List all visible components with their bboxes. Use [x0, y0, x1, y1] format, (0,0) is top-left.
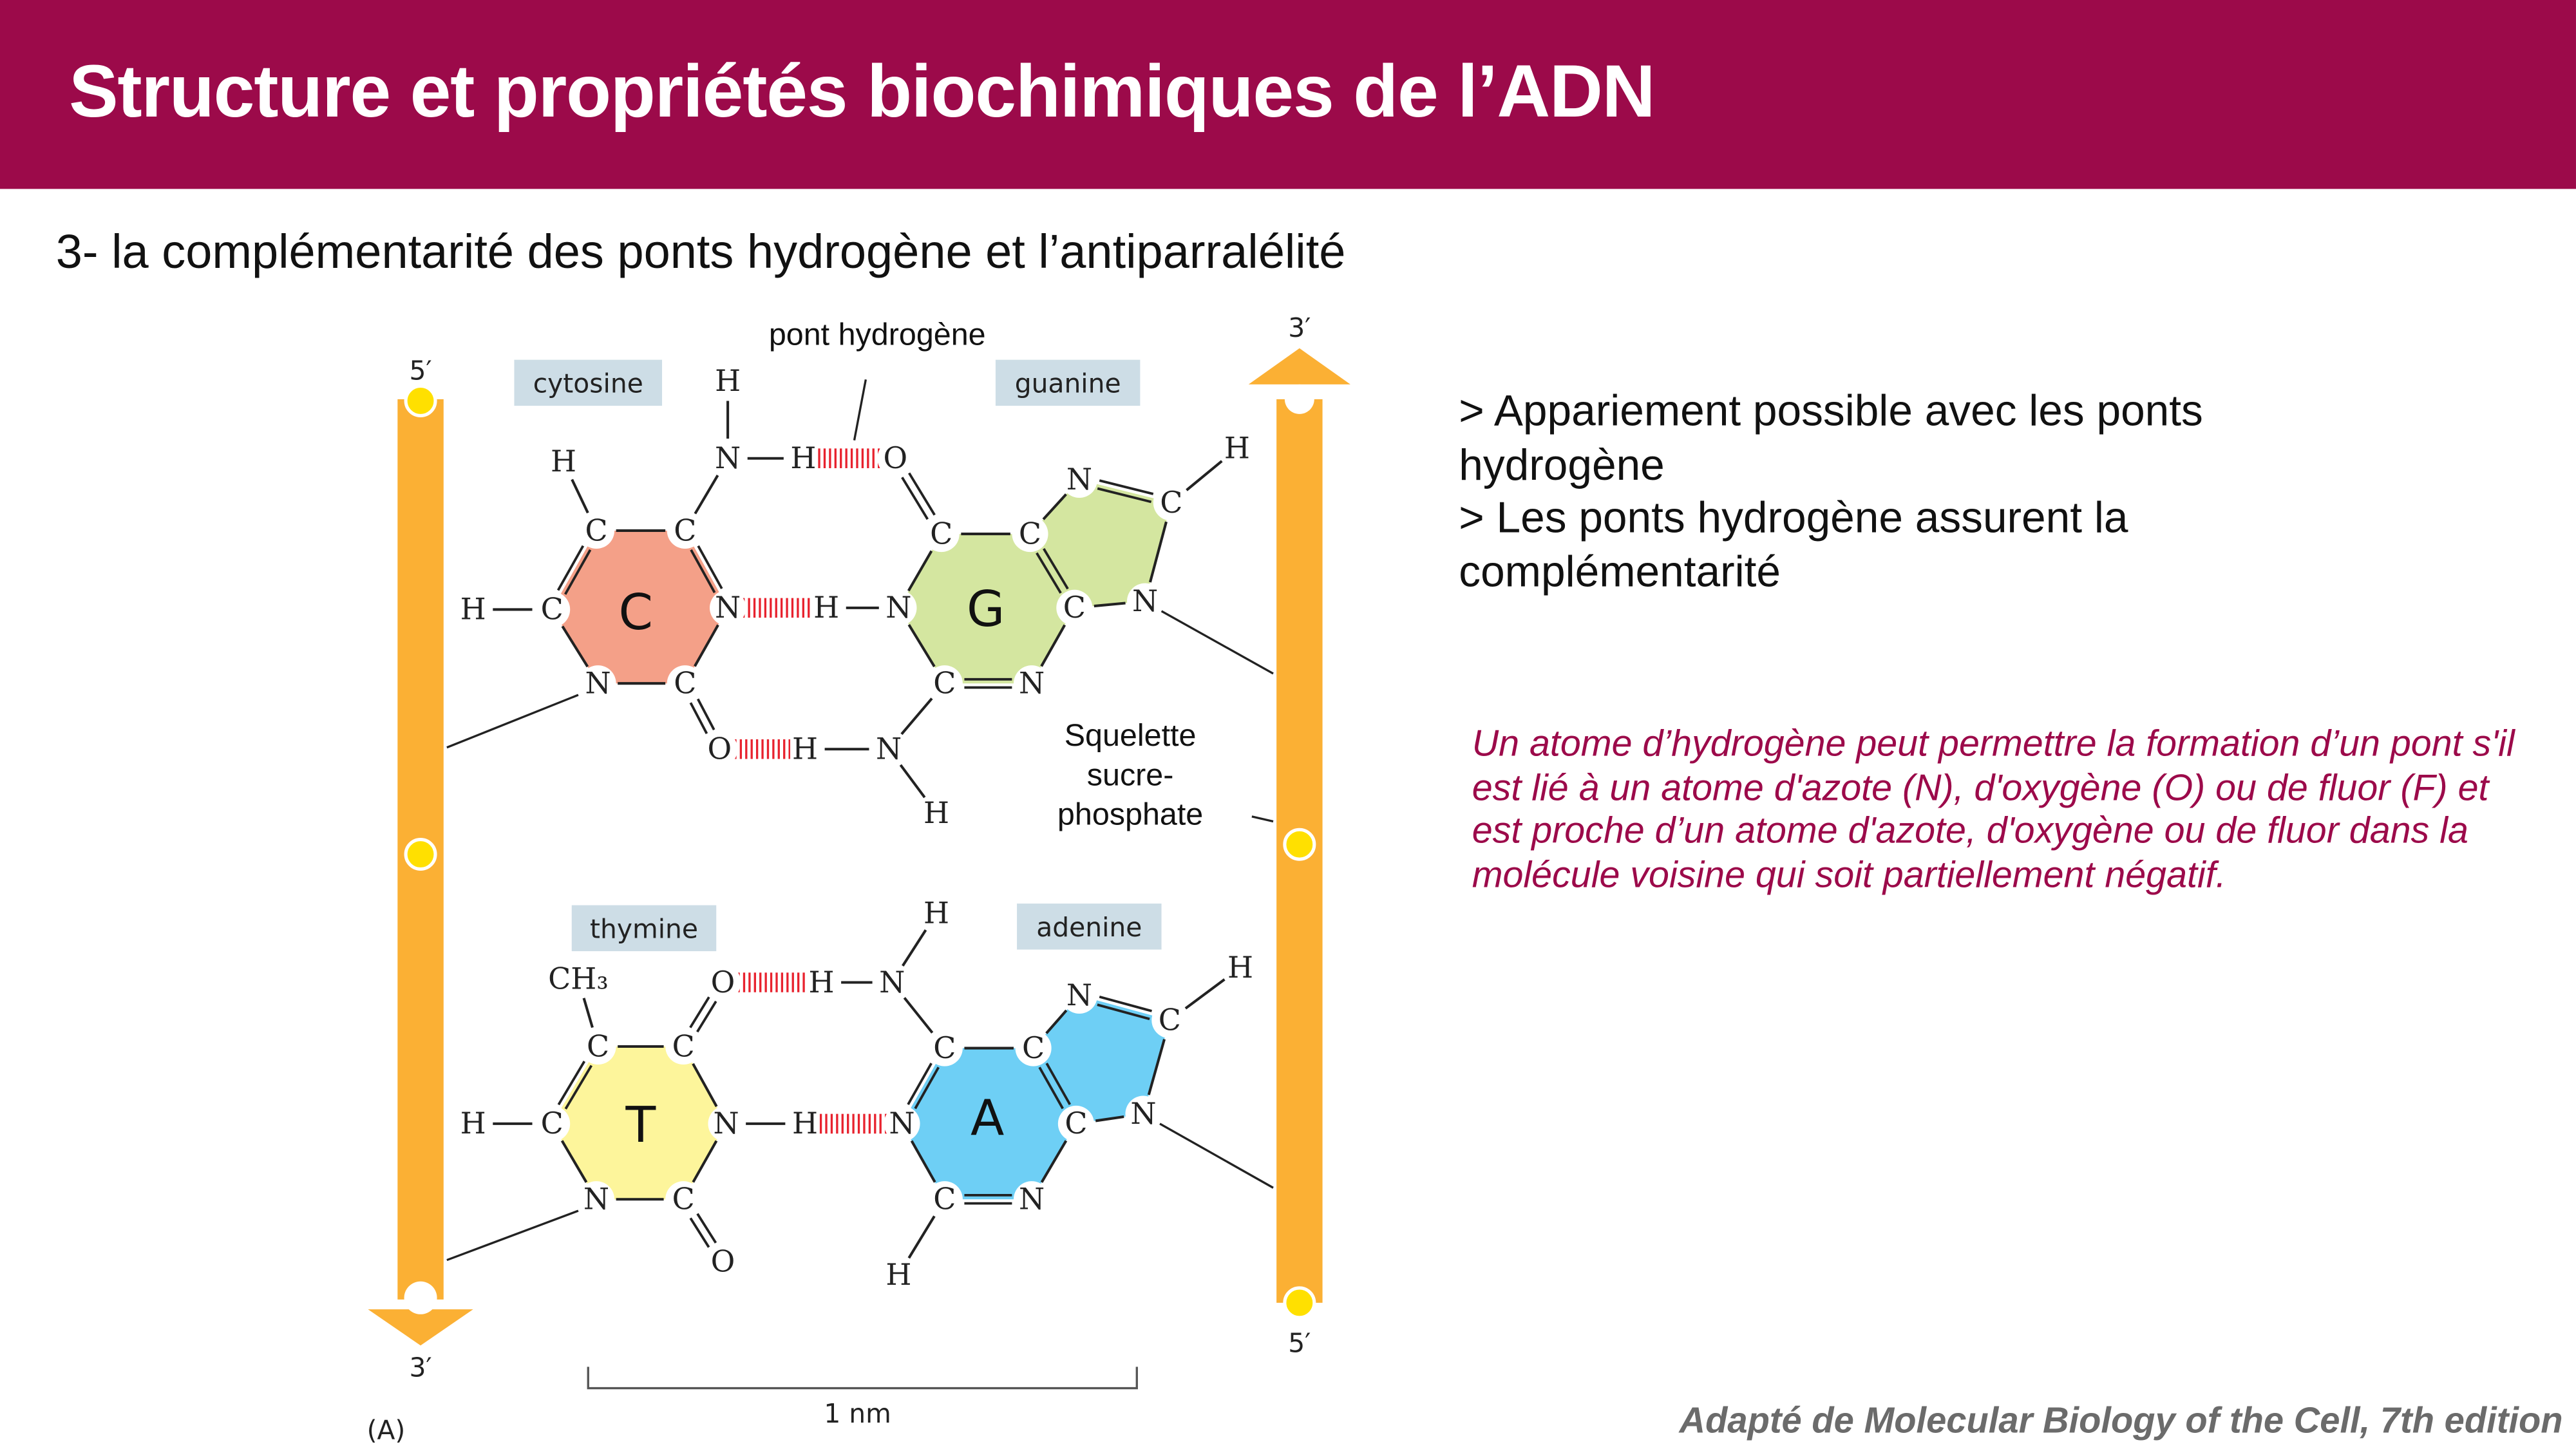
atom-c: C: [540, 1106, 564, 1141]
cytosine-letter: C: [618, 584, 653, 642]
covalent-bond: [903, 930, 926, 966]
section-subtitle: 3- la complémentarité des ponts hydrogène et l’antiparralélité: [55, 227, 1346, 279]
atom-h: H: [808, 964, 835, 999]
atom-o: O: [883, 440, 908, 476]
atom-n: N: [879, 964, 905, 999]
glycosidic-bond: [1162, 611, 1273, 674]
phosphate-dot: [406, 840, 435, 869]
atom-h: H: [460, 1106, 486, 1141]
atom-c: C: [1018, 516, 1042, 551]
atom-h: H: [791, 1106, 819, 1141]
left-arrow-down: [368, 1309, 473, 1345]
backbone-annotation-line3: phosphate: [1057, 797, 1204, 832]
covalent-bond: [695, 475, 717, 514]
atom-n: N: [876, 731, 902, 766]
key-point: > Appariement possible avec les ponts hydrogène: [1459, 386, 2203, 489]
right-arrow-up: [1249, 348, 1350, 384]
atom-n: N: [889, 1106, 915, 1141]
hbond-pointer-line: [855, 379, 866, 440]
adenine-label: adenine: [1036, 912, 1142, 943]
double-bond: [690, 1218, 709, 1247]
right-5prime-label: 5′: [1288, 1327, 1311, 1359]
backbone-pointer-line: [1252, 817, 1273, 822]
covalent-bond: [572, 479, 588, 513]
covalent-bond: [1186, 980, 1225, 1009]
atom-h: H: [1227, 949, 1254, 985]
atom-c: C: [585, 513, 608, 548]
atom-o: O: [710, 1244, 735, 1279]
atom-o: O: [707, 731, 732, 766]
atom-c: C: [672, 1028, 695, 1064]
source-credit: Adapté de Molecular Biology of the Cell, 7th edition: [1679, 1399, 2563, 1441]
atom-h: H: [813, 590, 840, 625]
covalent-bond: [584, 998, 592, 1028]
left-5prime-label: 5′: [409, 355, 432, 386]
backbone-annotation-line1: Squelette: [1064, 718, 1197, 753]
phosphate-dot: [1285, 829, 1314, 859]
atom-n: N: [713, 1106, 739, 1141]
atom-h: H: [886, 1256, 912, 1292]
atom-c: C: [933, 1181, 956, 1217]
atom-h: H: [550, 444, 577, 479]
atom-c: C: [674, 665, 697, 701]
double-bond: [690, 997, 709, 1027]
atom-h: H: [790, 440, 817, 476]
double-bond: [697, 1001, 716, 1032]
atom-h: H: [791, 731, 819, 766]
glycosidic-bond: [1160, 1124, 1273, 1188]
glycosidic-bond: [447, 1211, 578, 1260]
glycosidic-bond: [447, 695, 578, 748]
thymine-label: thymine: [589, 913, 699, 945]
atom-n: N: [1066, 978, 1093, 1013]
atom-n: N: [1018, 1181, 1045, 1217]
atom-h: H: [923, 795, 950, 831]
atom-c: C: [930, 516, 953, 551]
atom-c: C: [674, 513, 697, 548]
guanine-letter: G: [966, 580, 1005, 638]
atom-c: C: [933, 665, 956, 701]
atom-c: C: [587, 1028, 610, 1064]
atom-ch3: CH₃: [548, 961, 609, 996]
atom-n: N: [585, 665, 611, 701]
atom-n: N: [1132, 583, 1159, 618]
atom-n: N: [1066, 462, 1093, 497]
atom-n: N: [1018, 665, 1045, 701]
hydrogen-bond-note: Un atome d’hydrogène peut permettre la formation d’un pont s'il est lié à un atome d'azote (N), d'oxygène (O) ou de fluor (F) et est proche d’un atome d'azote, d'oxygène ou de fluor dans la molécule voisine qui soit partiellement négatif.: [1472, 723, 2515, 895]
panel-label: (A): [366, 1414, 406, 1446]
atom-h: H: [1224, 430, 1250, 466]
atom-n: N: [1130, 1095, 1157, 1131]
atom-h: H: [923, 895, 950, 931]
atom-c: C: [1160, 484, 1183, 520]
double-bond: [690, 703, 706, 734]
key-points: [1459, 384, 2313, 598]
atom-h: H: [715, 363, 741, 399]
thymine-letter: T: [625, 1096, 656, 1154]
atom-h: H: [460, 591, 486, 627]
double-bond: [697, 1214, 716, 1243]
adenine-letter: A: [970, 1090, 1005, 1148]
covalent-bond: [902, 699, 932, 734]
left-bottom-notch: [404, 1282, 437, 1314]
scale-bar: [588, 1367, 1137, 1388]
right-3prime-label: 3′: [1288, 312, 1311, 343]
double-bond: [698, 699, 714, 730]
covalent-bond: [1186, 461, 1222, 490]
atom-n: N: [583, 1181, 610, 1217]
atom-c: C: [1158, 1002, 1181, 1037]
scale-label: 1 nm: [824, 1398, 891, 1430]
hbond-annotation: pont hydrogène: [768, 317, 986, 352]
phosphate-dot: [406, 386, 435, 415]
guanine-label: guanine: [1014, 368, 1121, 399]
backbone-annotation-line2: sucre-: [1086, 757, 1174, 793]
atom-n: N: [715, 590, 741, 625]
atom-c: C: [933, 1030, 956, 1065]
phosphate-dot: [1285, 1288, 1314, 1318]
atom-c: C: [1063, 590, 1086, 625]
cytosine-label: cytosine: [533, 368, 643, 399]
atom-n: N: [715, 440, 741, 476]
atom-n: N: [886, 590, 912, 625]
covalent-bond: [900, 765, 924, 797]
atom-c: C: [672, 1181, 695, 1217]
atom-c: C: [1022, 1030, 1045, 1065]
slide-title: Structure et propriétés biochimiques de l’ADN: [69, 49, 1655, 133]
left-3prime-label: 3′: [409, 1352, 432, 1383]
covalent-bond: [904, 998, 932, 1032]
atom-c: C: [1065, 1106, 1088, 1141]
right-top-notch: [1285, 384, 1314, 414]
atom-o: O: [710, 964, 735, 999]
key-point: > Les ponts hydrogène assurent la complémentarité: [1459, 493, 2128, 596]
covalent-bond: [909, 1216, 934, 1258]
atom-c: C: [540, 591, 564, 627]
